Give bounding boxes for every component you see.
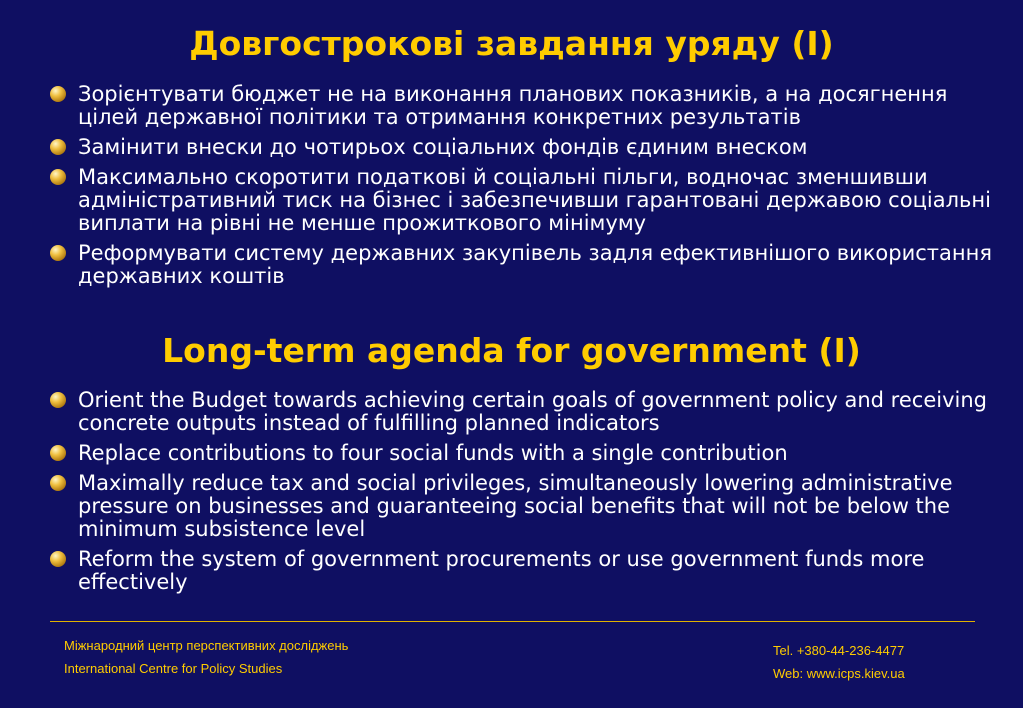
list-item bbox=[50, 389, 1010, 435]
list-item bbox=[50, 242, 1010, 288]
bullet-list-ukrainian bbox=[50, 83, 1010, 295]
footer-telephone: Tel. +380-44-236-4477 bbox=[773, 643, 905, 658]
footer-org-english: International Centre for Policy Studies bbox=[64, 661, 283, 676]
bullet-text: Реформувати систему державних закупівель задля ефективнішого використання державних коштів bbox=[78, 241, 993, 288]
list-item bbox=[50, 166, 1010, 235]
bullet-icon bbox=[50, 475, 66, 491]
bullet-text: Maximally reduce tax and social privileges, simultaneously lowering administrative pressure on businesses and guaranteeing social benefits that will not be below the minimum subsistence level bbox=[78, 471, 953, 541]
bullet-text: Максимально скоротити податкові й соціальні пільги, водночас зменшивши адміністративний тиск на бізнес і забезпечивши гарантовані державою соціальні виплати на рівні не менше прожиткового мінімуму bbox=[78, 165, 991, 235]
footer-website: Web: www.icps.kiev.ua bbox=[773, 666, 905, 681]
bullet-icon bbox=[50, 169, 66, 185]
bullet-icon bbox=[50, 445, 66, 461]
bullet-text: Replace contributions to four social funds with a single contribution bbox=[78, 441, 788, 465]
bullet-icon bbox=[50, 86, 66, 102]
bullet-icon bbox=[50, 551, 66, 567]
title-english: Long-term agenda for government (I) bbox=[162, 331, 861, 370]
bullet-icon bbox=[50, 392, 66, 408]
footer-org-ukrainian: Міжнародний центр перспективних досліджень bbox=[64, 638, 349, 653]
bullet-list-english bbox=[50, 389, 1010, 601]
bullet-text: Reform the system of government procurements or use government funds more effectively bbox=[78, 547, 925, 594]
list-item bbox=[50, 548, 1010, 594]
bullet-icon bbox=[50, 245, 66, 261]
list-item bbox=[50, 83, 1010, 129]
list-item bbox=[50, 136, 1010, 159]
bullet-text: Замінити внески до чотирьох соціальних фондів єдиним внеском bbox=[78, 135, 808, 159]
list-item bbox=[50, 472, 1010, 541]
list-item bbox=[50, 442, 1010, 465]
bullet-text: Зорієнтувати бюджет не на виконання планових показників, а на досягнення цілей державної політики та отримання конкретних результатів bbox=[78, 82, 948, 129]
title-ukrainian: Довгострокові завдання уряду (I) bbox=[189, 24, 834, 63]
footer-divider bbox=[50, 621, 975, 622]
bullet-text: Orient the Budget towards achieving certain goals of government policy and receiving concrete outputs instead of fulfilling planned indicators bbox=[78, 388, 987, 435]
bullet-icon bbox=[50, 139, 66, 155]
